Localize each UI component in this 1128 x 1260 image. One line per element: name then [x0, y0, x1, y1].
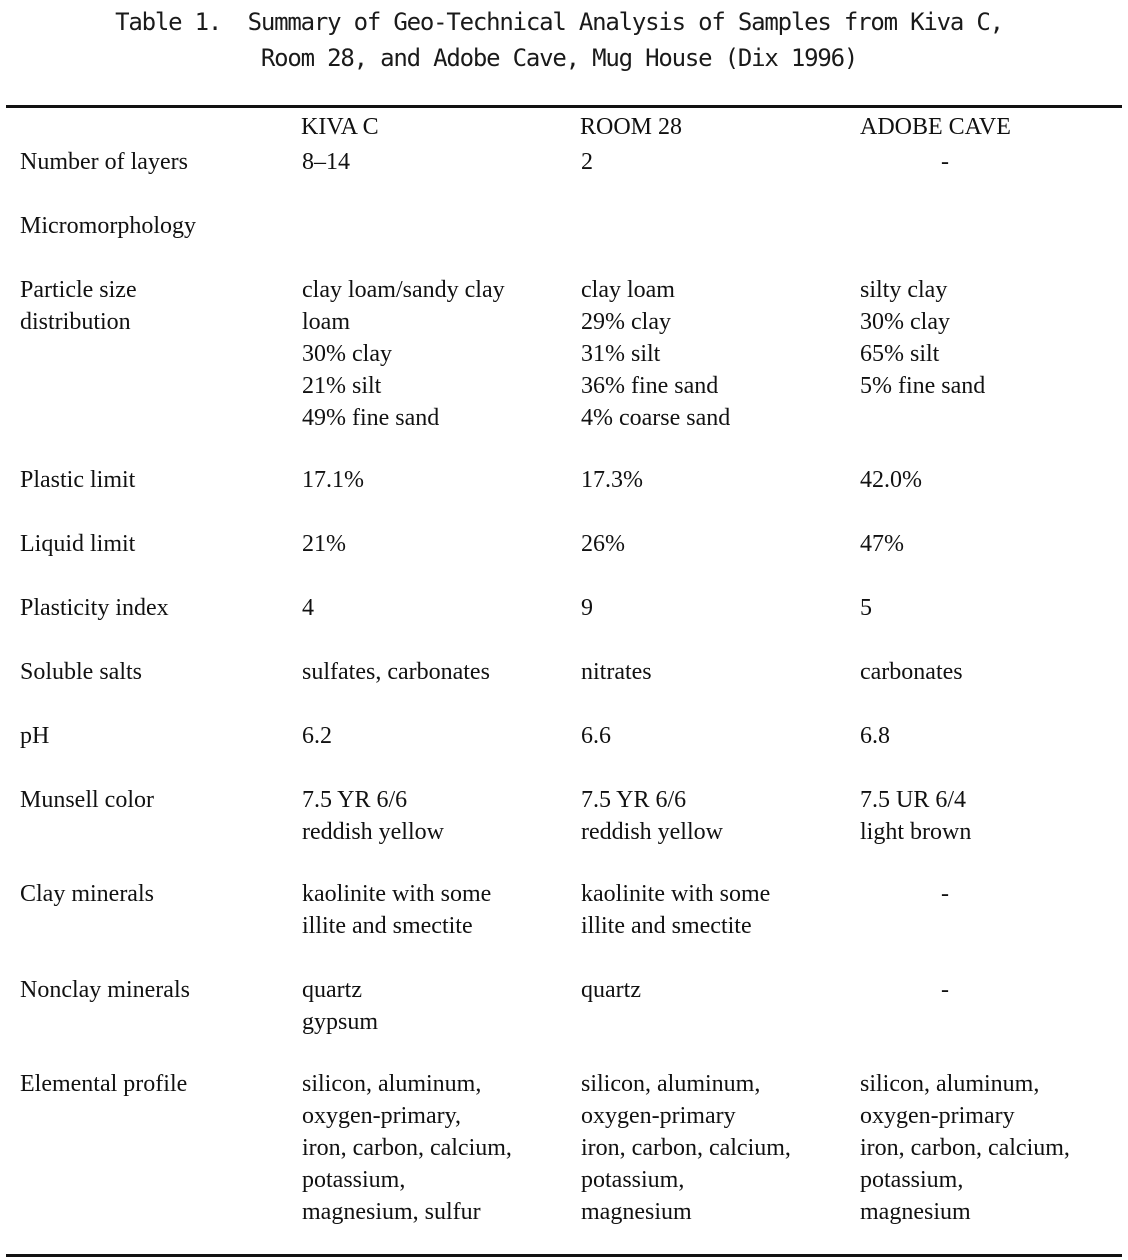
cell-line: magnesium	[581, 1199, 692, 1225]
cell-line: magnesium	[860, 1199, 971, 1225]
caption-line-2: Room 28, and Adobe Cave, Mug House (Dix 1996)	[260, 44, 858, 72]
cell-line: 26%	[581, 531, 625, 557]
row-label	[20, 528, 135, 560]
table-cell	[581, 878, 770, 942]
cell-line: nitrates	[581, 659, 652, 685]
cell-line: kaolinite with some	[581, 881, 771, 907]
cell-line: quartz	[302, 977, 362, 1003]
cell-line: oxygen-primary	[581, 1103, 736, 1129]
table-cell	[581, 974, 641, 1006]
table-cell	[581, 656, 652, 688]
table-cell	[581, 720, 611, 752]
table-cell	[860, 592, 872, 624]
cell-line: distribution	[20, 309, 131, 335]
table-cell	[860, 784, 971, 848]
row-label	[20, 464, 135, 496]
cell-line: oxygen-primary	[860, 1103, 1015, 1129]
cell-line: Soluble salts	[20, 659, 143, 685]
cell-line: iron, carbon, calcium,	[302, 1135, 512, 1161]
cell-line: pH	[20, 723, 50, 749]
table-cell	[302, 464, 364, 496]
table-cell	[581, 784, 723, 848]
cell-line: Particle size	[20, 277, 137, 303]
cell-line: 6.2	[302, 723, 332, 749]
table-cell	[581, 146, 593, 178]
table-cell	[860, 656, 963, 688]
cell-line: iron, carbon, calcium,	[860, 1135, 1070, 1161]
cell-line: 5% fine sand	[860, 373, 986, 399]
row-label	[20, 720, 49, 752]
cell-line: light brown	[860, 819, 972, 845]
table-cell	[302, 878, 491, 942]
table-cell	[302, 720, 332, 752]
cell-line: 7.5 YR 6/6	[302, 787, 408, 813]
cell-line: 17.3%	[581, 467, 643, 493]
cell-line: 7.5 YR 6/6	[581, 787, 687, 813]
cell-line: silicon, aluminum,	[860, 1071, 1040, 1097]
row-label	[20, 210, 196, 242]
table-cell	[581, 274, 730, 434]
cell-line: 6.8	[860, 723, 890, 749]
table-cell	[860, 720, 890, 752]
table-cell	[860, 528, 904, 560]
cell-line: gypsum	[302, 1009, 379, 1035]
cell-line: carbonates	[860, 659, 963, 685]
table-cell	[302, 1068, 512, 1228]
cell-line: 2	[581, 149, 593, 175]
cell-line: 21%	[302, 531, 346, 557]
cell-line: -	[941, 149, 949, 175]
cell-line: 6.6	[581, 723, 611, 749]
cell-line: 49% fine sand	[302, 405, 440, 431]
cell-line: 31% silt	[581, 341, 661, 367]
cell-line: potassium,	[581, 1167, 685, 1193]
cell-line: 47%	[860, 531, 904, 557]
cell-line: 7.5 UR 6/4	[860, 787, 967, 813]
table-cell	[302, 974, 378, 1038]
cell-line: 30% clay	[860, 309, 950, 335]
row-label	[20, 146, 188, 178]
row-label	[20, 878, 154, 910]
table-cell	[860, 464, 922, 496]
cell-line: 4% coarse sand	[581, 405, 731, 431]
column-header-adobe-cave: ADOBE CAVE	[860, 114, 1011, 140]
cell-line: 29% clay	[581, 309, 671, 335]
table-cell	[860, 1068, 1070, 1228]
cell-line: kaolinite with some	[302, 881, 492, 907]
cell-line: potassium,	[302, 1167, 406, 1193]
table-cell	[302, 146, 350, 178]
cell-line: Micromorphology	[20, 213, 196, 239]
cell-line: Elemental profile	[20, 1071, 188, 1097]
cell-line: silicon, aluminum,	[302, 1071, 482, 1097]
table-cell	[302, 274, 505, 434]
cell-line: clay loam/sandy clay	[302, 277, 505, 303]
cell-line: silty clay	[860, 277, 948, 303]
cell-line: Number of layers	[20, 149, 188, 175]
table-cell	[302, 784, 444, 848]
cell-line: illite and smectite	[302, 913, 473, 939]
cell-line: sulfates, carbonates	[302, 659, 490, 685]
cell-line: Munsell color	[20, 787, 154, 813]
cell-line: 8–14	[302, 149, 350, 175]
cell-line: silicon, aluminum,	[581, 1071, 761, 1097]
cell-line: reddish yellow	[302, 819, 444, 845]
cell-line: magnesium, sulfur	[302, 1199, 481, 1225]
table-cell	[581, 1068, 791, 1228]
cell-line: loam	[302, 309, 350, 335]
cell-line: 21% silt	[302, 373, 382, 399]
table-top-rule	[6, 105, 1122, 108]
cell-line: 36% fine sand	[581, 373, 719, 399]
table-cell	[860, 274, 985, 402]
table-cell	[302, 528, 346, 560]
table-cell	[581, 464, 643, 496]
table-caption	[0, 4, 1118, 76]
table-cell	[925, 974, 965, 1006]
cell-line: Plastic limit	[20, 467, 136, 493]
table-cell	[925, 146, 965, 178]
table-cell	[581, 592, 593, 624]
cell-line: 5	[860, 595, 872, 621]
cell-line: Nonclay minerals	[20, 977, 190, 1003]
caption-line-1: Table 1. Summary of Geo-Technical Analysis of Samples from Kiva C,	[115, 8, 1003, 36]
cell-line: quartz	[581, 977, 641, 1003]
table-cell	[302, 592, 314, 624]
cell-line: reddish yellow	[581, 819, 723, 845]
cell-line: clay loam	[581, 277, 675, 303]
row-label	[20, 656, 142, 688]
cell-line: -	[941, 977, 949, 1003]
cell-line: Clay minerals	[20, 881, 154, 907]
table-cell	[302, 656, 490, 688]
table-cell	[925, 878, 965, 910]
cell-line: 65% silt	[860, 341, 940, 367]
column-header-kiva-c: KIVA C	[301, 114, 379, 140]
table-bottom-rule	[6, 1254, 1122, 1257]
cell-line: 30% clay	[302, 341, 392, 367]
cell-line: 17.1%	[302, 467, 364, 493]
cell-line: iron, carbon, calcium,	[581, 1135, 791, 1161]
cell-line: 42.0%	[860, 467, 922, 493]
cell-line: illite and smectite	[581, 913, 752, 939]
cell-line: -	[941, 881, 949, 907]
table-cell	[581, 528, 625, 560]
cell-line: 9	[581, 595, 593, 621]
cell-line: oxygen-primary,	[302, 1103, 462, 1129]
cell-line: Liquid limit	[20, 531, 136, 557]
column-header-room-28: ROOM 28	[580, 114, 683, 140]
row-label	[20, 1068, 187, 1100]
row-label	[20, 974, 190, 1006]
row-label	[20, 274, 137, 338]
cell-line: 4	[302, 595, 314, 621]
row-label	[20, 784, 154, 816]
row-label	[20, 592, 169, 624]
cell-line: Plasticity index	[20, 595, 169, 621]
cell-line: potassium,	[860, 1167, 964, 1193]
